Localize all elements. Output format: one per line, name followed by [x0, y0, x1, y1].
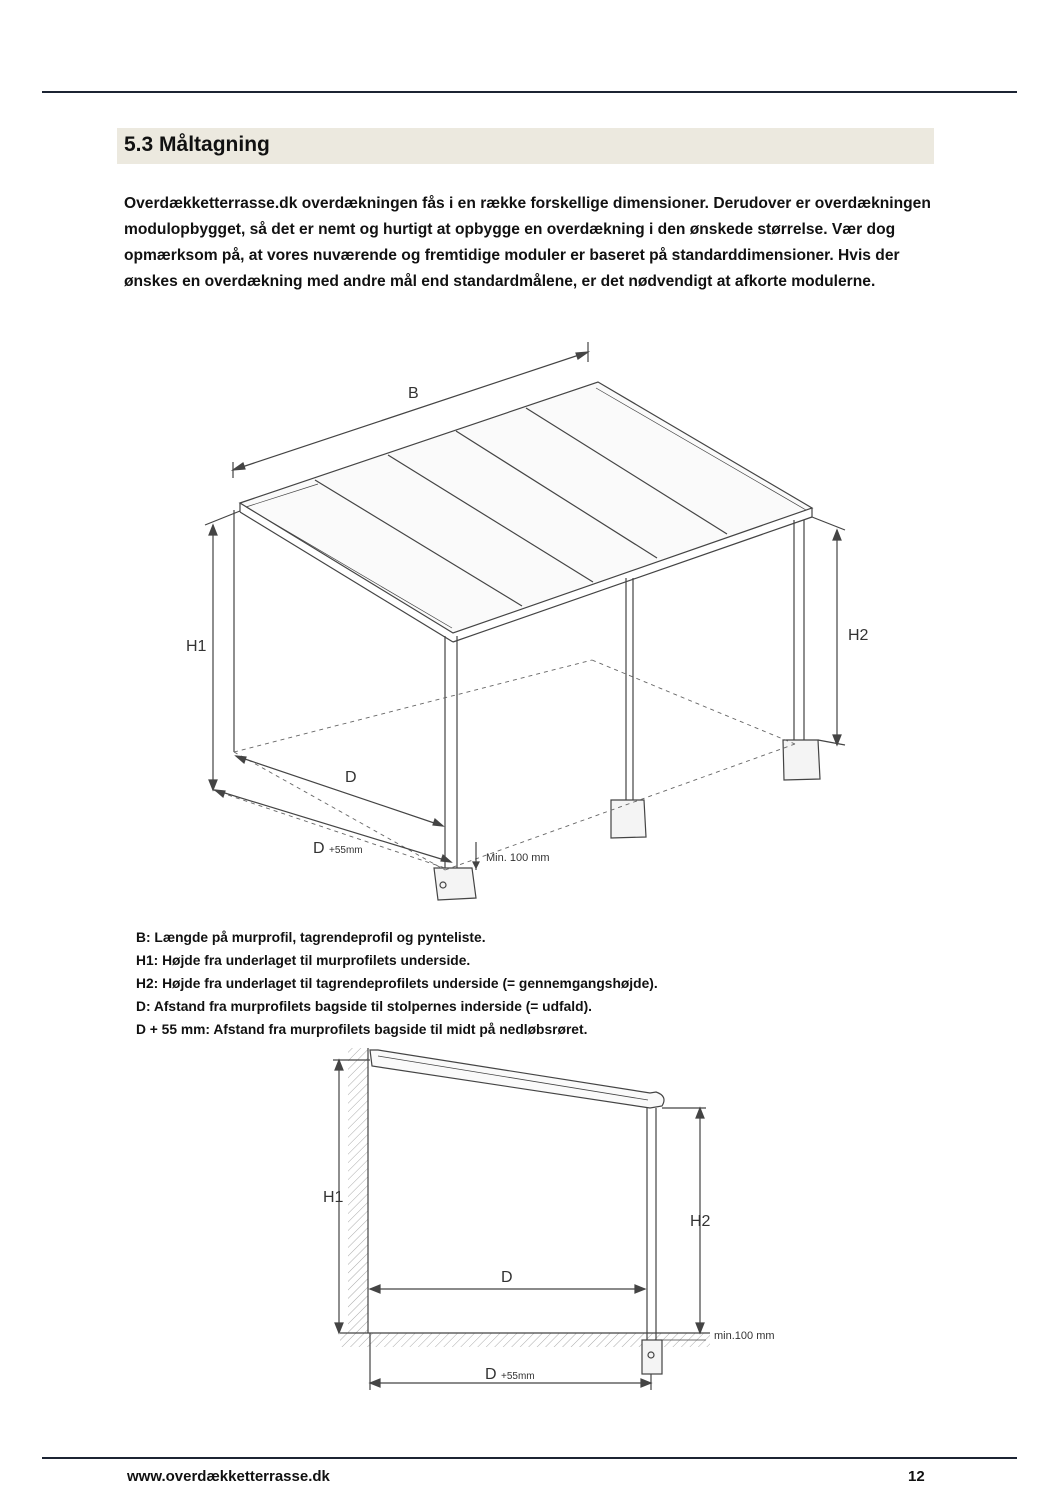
legend-item-h1: H1: Højde fra underlaget til murprofilets underside. — [136, 953, 471, 968]
bottom-rule — [42, 1457, 1017, 1459]
intro-paragraph: Overdækketterrasse.dk overdækningen fås i en række forskellige dimensioner. Derudover er overdækningen modulopbygget, så det er nemt og hurtigt at opbygge en overdækning i den ønskede størrelse. Vær dog opmærksom på, at vores nuværende og fremtidige moduler er baseret på standarddimensioner. Hvis der ønskes en overdækning med andre mål end standardmålene, er det nødvendigt at afkorte modulerne. — [124, 195, 931, 290]
figure-isometric — [0, 330, 1058, 910]
section-heading: 5.3 Måltagning — [124, 133, 270, 156]
footing — [642, 1340, 662, 1374]
label-d55-main: D — [485, 1366, 497, 1383]
label-d55-main: D — [313, 840, 325, 857]
footing-middle — [611, 800, 646, 838]
footer-url: www.overdækketterrasse.dk — [127, 1468, 330, 1485]
legend — [136, 926, 936, 1041]
footing-right — [783, 740, 820, 780]
label-h2: H2 — [848, 627, 869, 644]
section-heading-bar — [117, 128, 934, 164]
label-d55-sub: +55mm — [501, 1371, 535, 1382]
top-rule — [42, 91, 1017, 93]
label-h2: H2 — [690, 1213, 711, 1230]
page-number: 12 — [908, 1468, 925, 1485]
legend-item-d55: D + 55 mm: Afstand fra murprofilets bagside til midt på nedløbsrøret. — [136, 1022, 588, 1037]
legend-item-d: D: Afstand fra murprofilets bagside til stolpernes inderside (= udfald). — [136, 999, 592, 1014]
legend-item-b: B: Længde på murprofil, tagrendeprofil og pynteliste. — [136, 930, 486, 945]
label-d: D — [345, 769, 357, 786]
label-b: B — [408, 385, 419, 402]
label-d55-sub: +55mm — [329, 845, 363, 856]
wall — [348, 1048, 368, 1333]
label-min: Min. 100 mm — [486, 852, 550, 864]
label-min: min.100 mm — [714, 1330, 775, 1342]
legend-item-h2: H2: Højde fra underlaget til tagrendeprofilets underside (= gennemgangshøjde). — [136, 976, 658, 991]
dim-d-line — [236, 756, 443, 826]
label-h1: H1 — [323, 1189, 344, 1206]
roof-outline — [240, 382, 812, 633]
figure-side-view — [0, 1040, 1058, 1395]
label-h1: H1 — [186, 638, 207, 655]
label-d: D — [501, 1269, 513, 1286]
